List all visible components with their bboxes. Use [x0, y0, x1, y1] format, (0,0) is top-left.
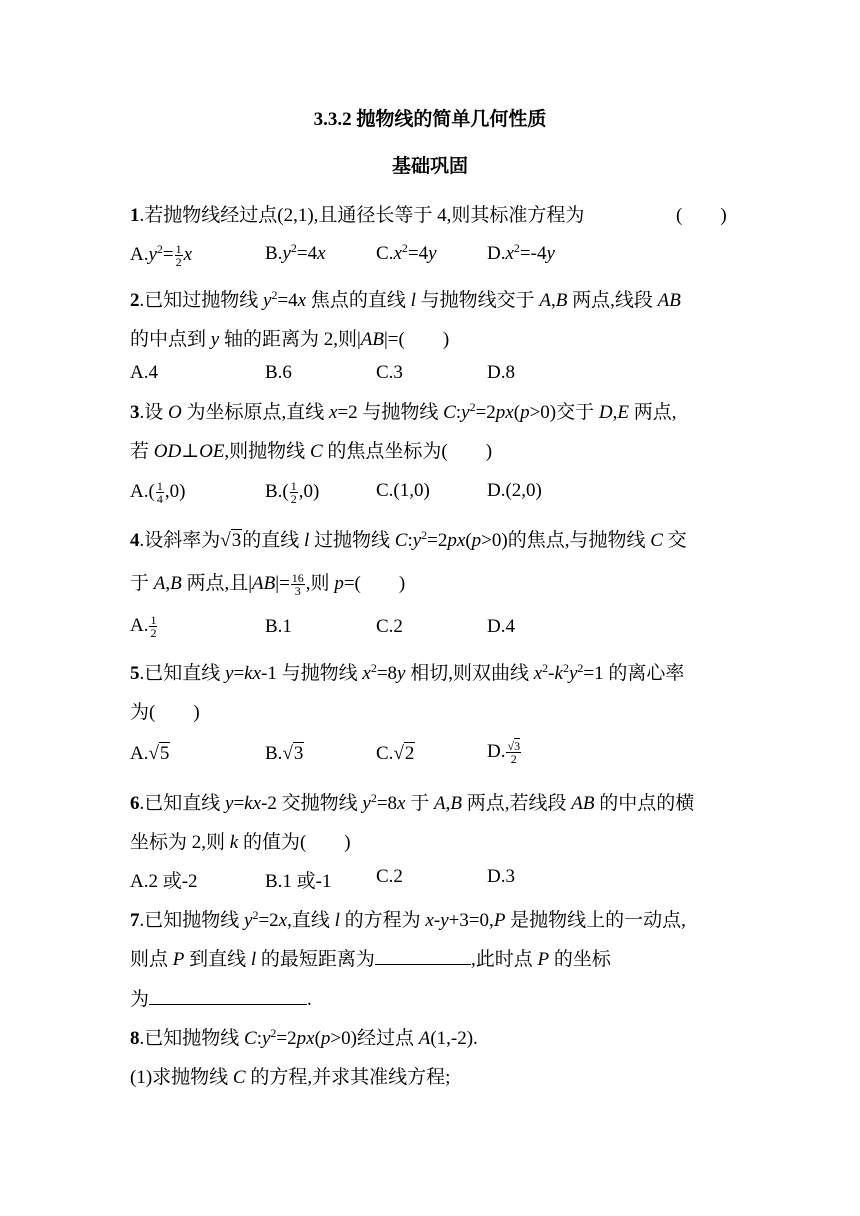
question-3-line-1: 3.设 O 为坐标原点,直线 x=2 与抛物线 $C:y^2=2px(p>0)$交于 D,E 两点,: [130, 400, 677, 423]
section-title: 3.3.2 抛物线的简单几何性质: [313, 109, 547, 130]
q2-option-a: A.4: [130, 362, 158, 383]
q1-option-b: $B.y^2=4x$: [265, 241, 326, 264]
q4-option-b: B.1: [265, 616, 292, 637]
q6-option-b: B.1 或-1: [265, 871, 332, 892]
question-2-line-2: 的中点到 y 轴的距离为 2,则|AB|=( ): [130, 329, 450, 350]
question-7-line-3: 为 .: [130, 984, 312, 1011]
q6-option-d: D.3: [487, 866, 515, 887]
q3-option-c: C.(1,0): [376, 480, 430, 501]
question-6-line-1: 6.已知直线 y=kx-2 交抛物线 $y^2=8x$ 于 A,B 两点,若线段 AB 的中点的横: [130, 791, 695, 814]
q4-option-c: C.2: [376, 616, 403, 637]
question-4-line-1: 4.设斜率为√3的直线 l 过抛物线 $C:y^2=2px(p>0)$的焦点,与抛物线 C 交: [130, 528, 687, 551]
q5-option-a: A.√5: [130, 743, 170, 764]
question-7-line-2: 则点 P 到直线 l 的最短距离为 ,此时点 P 的坐标: [130, 944, 611, 971]
question-4-line-2: 于 A,B 两点,且|AB|= $\frac{16}{3}$ ,则 p=( ): [130, 571, 406, 599]
q3-option-b: B.( $\frac{1}{2}$ ,0): [265, 479, 320, 506]
q5-option-d: D. $\frac{√3}{2}$: [487, 739, 521, 766]
q2-option-d: D.8: [487, 362, 515, 383]
q1-option-a: $A.y^2=$ $\frac{1}{2}$ x: [130, 241, 193, 269]
question-1: 1.若抛物线经过点(2,1),且通径长等于 4,则其标准方程为: [130, 205, 585, 226]
q1-stem: .若抛物线经过点(2,1),且通径长等于 4,则其标准方程为: [139, 205, 585, 226]
q1-answer-paren: ( ): [676, 205, 727, 226]
question-5-line-1: 5.已知直线 y=kx-1 与抛物线 $x^2=8y$ 相切,则双曲线 $x^2-k^2y^2=1$ 的离心率: [130, 661, 685, 684]
question-7-line-1: 7.已知抛物线 $y^2=2x$,直线 l 的方程为 x-y+3=0,P 是抛物线上的一动点,: [130, 908, 686, 931]
question-2-line-1: 2.已知过抛物线 $y^2=4x$ 焦点的直线 l 与抛物线交于 A,B 两点,线段 AB: [130, 288, 681, 311]
question-8-line-2: (1)求抛物线 C 的方程,并求其准线方程;: [130, 1067, 451, 1088]
q3-option-d: D.(2,0): [487, 480, 542, 501]
answer-blank-coordinates[interactable]: [149, 986, 307, 1005]
question-8-line-1: 8.已知抛物线 $C:y^2=2px(p>0)$经过点 A(1,-2).: [130, 1026, 478, 1049]
question-5-line-2: 为( ): [130, 702, 200, 723]
q4-option-a: A. $\frac{1}{2}$: [130, 613, 157, 640]
q4-option-d: D.4: [487, 616, 515, 637]
question-6-line-2: 坐标为 2,则 k 的值为( ): [130, 832, 351, 853]
answer-blank-distance[interactable]: [375, 946, 471, 965]
q5-option-c: C.√2: [376, 743, 415, 764]
q1-option-c: $C.x^2=4y$: [376, 241, 437, 264]
q6-option-a: A.2 或-2: [130, 871, 198, 892]
q6-option-c: C.2: [376, 866, 403, 887]
q2-option-c: C.3: [376, 362, 403, 383]
q1-option-d: $D.x^2=-4y$: [487, 241, 555, 264]
question-3-line-2: 若 OD⊥OE,则抛物线 C 的焦点坐标为( ): [130, 441, 493, 462]
subtitle: 基础巩固: [391, 156, 468, 177]
q3-option-a: A.( $\frac{1}{4}$ ,0): [130, 479, 186, 506]
q5-option-b: B.√3: [265, 743, 304, 764]
q2-option-b: B.6: [265, 362, 292, 383]
